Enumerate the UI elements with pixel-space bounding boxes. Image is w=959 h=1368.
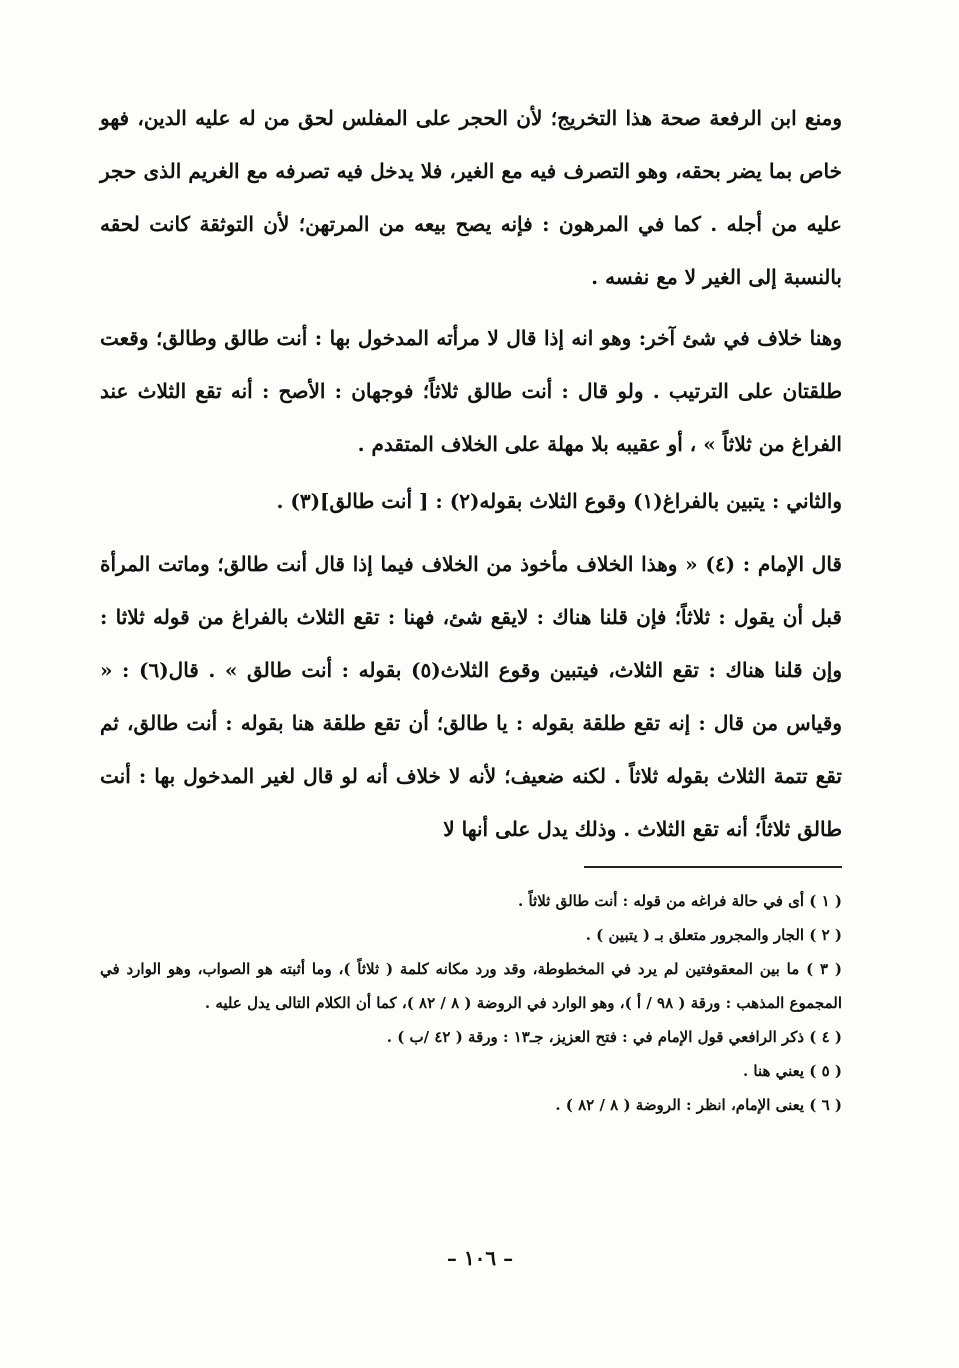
paragraph: ومنع ابن الرفعة صحة هذا التخريج؛ لأن الحجر على المفلس لحق من له عليه الدين، فهو خاص بما يضر بحقه، وهو التصرف فيه مع الغير، فلا يدخل فيه تصرفه مع الغريم الذى حجر عليه من أجله . كما في المرهون : فإنه يصح بيعه من المرتهن؛ لأن التوثقة كانت لحقه بالنسبة إلى الغير لا مع نفسه .: [100, 106, 842, 289]
footnote: ( ٣ ) ما بين المعقوفتين لم يرد في المخطوطة، وقد ورد مكانه كلمة ( ثلاثاً )، وما أثبته هو الصواب، وهو الوارد في المجموع المذهب : ورقة ( ٩٨ / أ )، وهو الوارد في الروضة ( ٨ / ٨٢ )، كما أن الكلام التالى يدل عليه .: [100, 960, 842, 1012]
paragraph: وهنا خلاف في شئ آخر: وهو انه إذا قال لا مرأته المدخول بها : أنت طالق وطالق؛ وقعت طلقتان على الترتيب . ولو قال : أنت طالق ثلاثاً؛ فوجهان : الأصح : أنه تقع الثلاث عند الفراغ من ثلاثاً » ، أو عقيبه بلا مهلة على الخلاف المتقدم .: [100, 326, 842, 456]
main-text-block: [100, 92, 842, 856]
footnote: ( ٦ ) يعنى الإمام، انظر : الروضة ( ٨ / ٨٢ ) .: [555, 1096, 842, 1114]
footnote: ( ٤ ) ذكر الرافعي قول الإمام في : فتح العزيز، جـ١٣ : ورقة ( ٤٢ /ب ) .: [386, 1028, 842, 1046]
footnote-separator: [584, 866, 842, 868]
paragraph: والثاني : يتبين بالفراغ(١) وقوع الثلاث بقوله(٢) : [ أنت طالق](٣) .: [276, 489, 842, 513]
footnote: ( ١ ) أى في حالة فراغه من قوله : أنت طالق ثلاثاً .: [518, 892, 842, 910]
footnote: ( ٢ ) الجار والمجرور متعلق بـ ( يتبين ) .: [585, 926, 842, 944]
page-number: – ١٠٦ –: [446, 1246, 514, 1270]
footnotes-block: [100, 884, 842, 1122]
paragraph: قال الإمام : (٤) « وهذا الخلاف مأخوذ من الخلاف فيما إذا قال أنت طالق؛ وماتت المرأة قبل أن يقول : ثلاثاً؛ فإن قلنا هناك : لايقع شئ، فهنا : تقع الثلاث بالفراغ من قوله ثلاثا : وإن قلنا هناك : تقع الثلاث، فيتبين وقوع الثلاث(٥) بقوله : أنت طالق » . قال(٦) : « وقياس من قال : إنه تقع طلقة بقوله : يا طالق؛ أن تقع طلقة هنا بقوله : أنت طالق، ثم تقع تتمة الثلاث بقوله ثلاثاً . لكنه ضعيف؛ لأنه لا خلاف أنه لو قال لغير المدخول بها : أنت طالق ثلاثاً؛ أنه تقع الثلاث . وذلك يدل على أنها لا: [100, 552, 842, 841]
footnote: ( ٥ ) يعني هنا .: [742, 1062, 842, 1080]
